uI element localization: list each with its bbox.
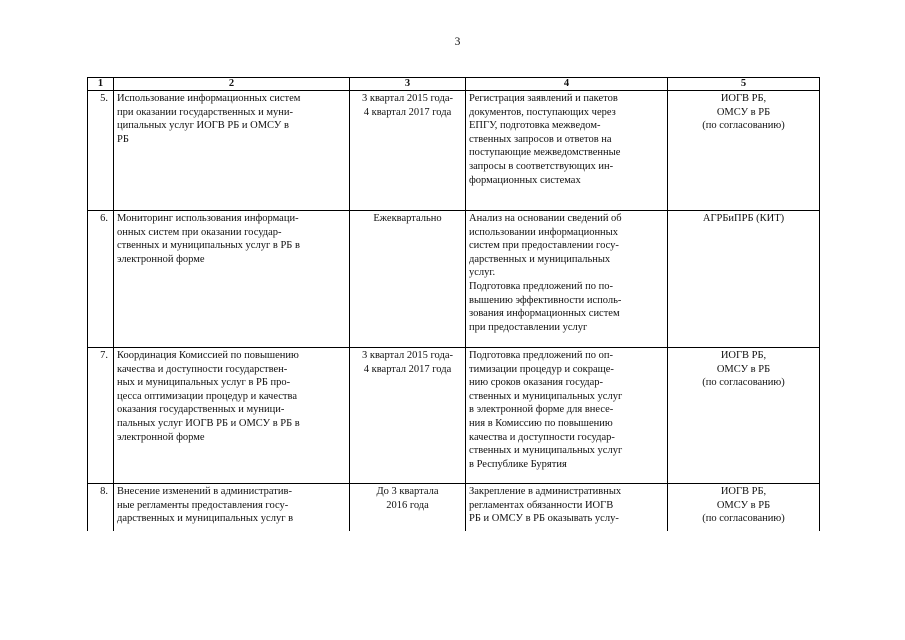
row-number: 6. — [88, 211, 114, 348]
responsible-cell: ИОГВ РБ, ОМСУ в РБ (по согласованию) — [668, 484, 820, 532]
table-row — [88, 211, 820, 348]
responsible-cell: ИОГВ РБ, ОМСУ в РБ (по согласованию) — [668, 348, 820, 484]
row-number: 8. — [88, 484, 114, 532]
column-header-2: 2 — [114, 78, 350, 91]
result-cell: Закрепление в административных регламентах обязанности ИОГВ РБ и ОМСУ в РБ оказывать услу- — [466, 484, 668, 532]
row-number: 5. — [88, 91, 114, 211]
action-cell: Координация Комиссией по повышению качества и доступности государствен- ных и муниципальных услуг в РБ про- цесса оптимизации процедур и качества оказания государственных и муници- пальных услуг ИОГВ РБ и ОМСУ в РБ в электронной форме — [114, 348, 350, 484]
period-cell: Ежеквартально — [350, 211, 466, 348]
result-cell: Регистрация заявлений и пакетов документов, поступающих через ЕПГУ, подготовка межведом- ственных запросов и ответов на поступающие межведомственные запросы в соответствующих ин- формационных системах — [466, 91, 668, 211]
responsible-cell: ИОГВ РБ, ОМСУ в РБ (по согласованию) — [668, 91, 820, 211]
period-cell: 3 квартал 2015 года- 4 квартал 2017 года — [350, 348, 466, 484]
measures-table — [87, 77, 820, 531]
page-number: 3 — [454, 36, 461, 48]
result-cell: Анализ на основании сведений об использовании информационных систем при предоставлении госу- дарственных и муниципальных услуг. Подготовка предложений по по- вышению эффективности исполь- зования информационных систем при предоставлении услуг — [466, 211, 668, 348]
period-cell: До 3 квартала 2016 года — [350, 484, 466, 532]
column-header-3: 3 — [350, 78, 466, 91]
action-cell: Мониторинг использования информаци- онных систем при оказании государ- ственных и муниципальных услуг в РБ в электронной форме — [114, 211, 350, 348]
column-header-4: 4 — [466, 78, 668, 91]
table-header-row — [88, 78, 820, 91]
table-row — [88, 91, 820, 211]
period-cell: 3 квартал 2015 года- 4 квартал 2017 года — [350, 91, 466, 211]
table-row — [88, 484, 820, 532]
column-header-5: 5 — [668, 78, 820, 91]
action-cell: Использование информационных систем при оказании государственных и муни- ципальных услуг ИОГВ РБ и ОМСУ в РБ — [114, 91, 350, 211]
table-row — [88, 348, 820, 484]
action-cell: Внесение изменений в административ- ные регламенты предоставления госу- дарственных и муниципальных услуг в — [114, 484, 350, 532]
result-cell: Подготовка предложений по оп- тимизации процедур и сокраще- нию сроков оказания государ- ственных и муниципальных услуг в электронной форме для внесе- ния в Комиссию по повышению качества и доступности государ- ственных и муниципальных услуг в Республике Бурятия — [466, 348, 668, 484]
responsible-cell: АГРБиПРБ (КИТ) — [668, 211, 820, 348]
row-number: 7. — [88, 348, 114, 484]
column-header-1: 1 — [88, 78, 114, 91]
